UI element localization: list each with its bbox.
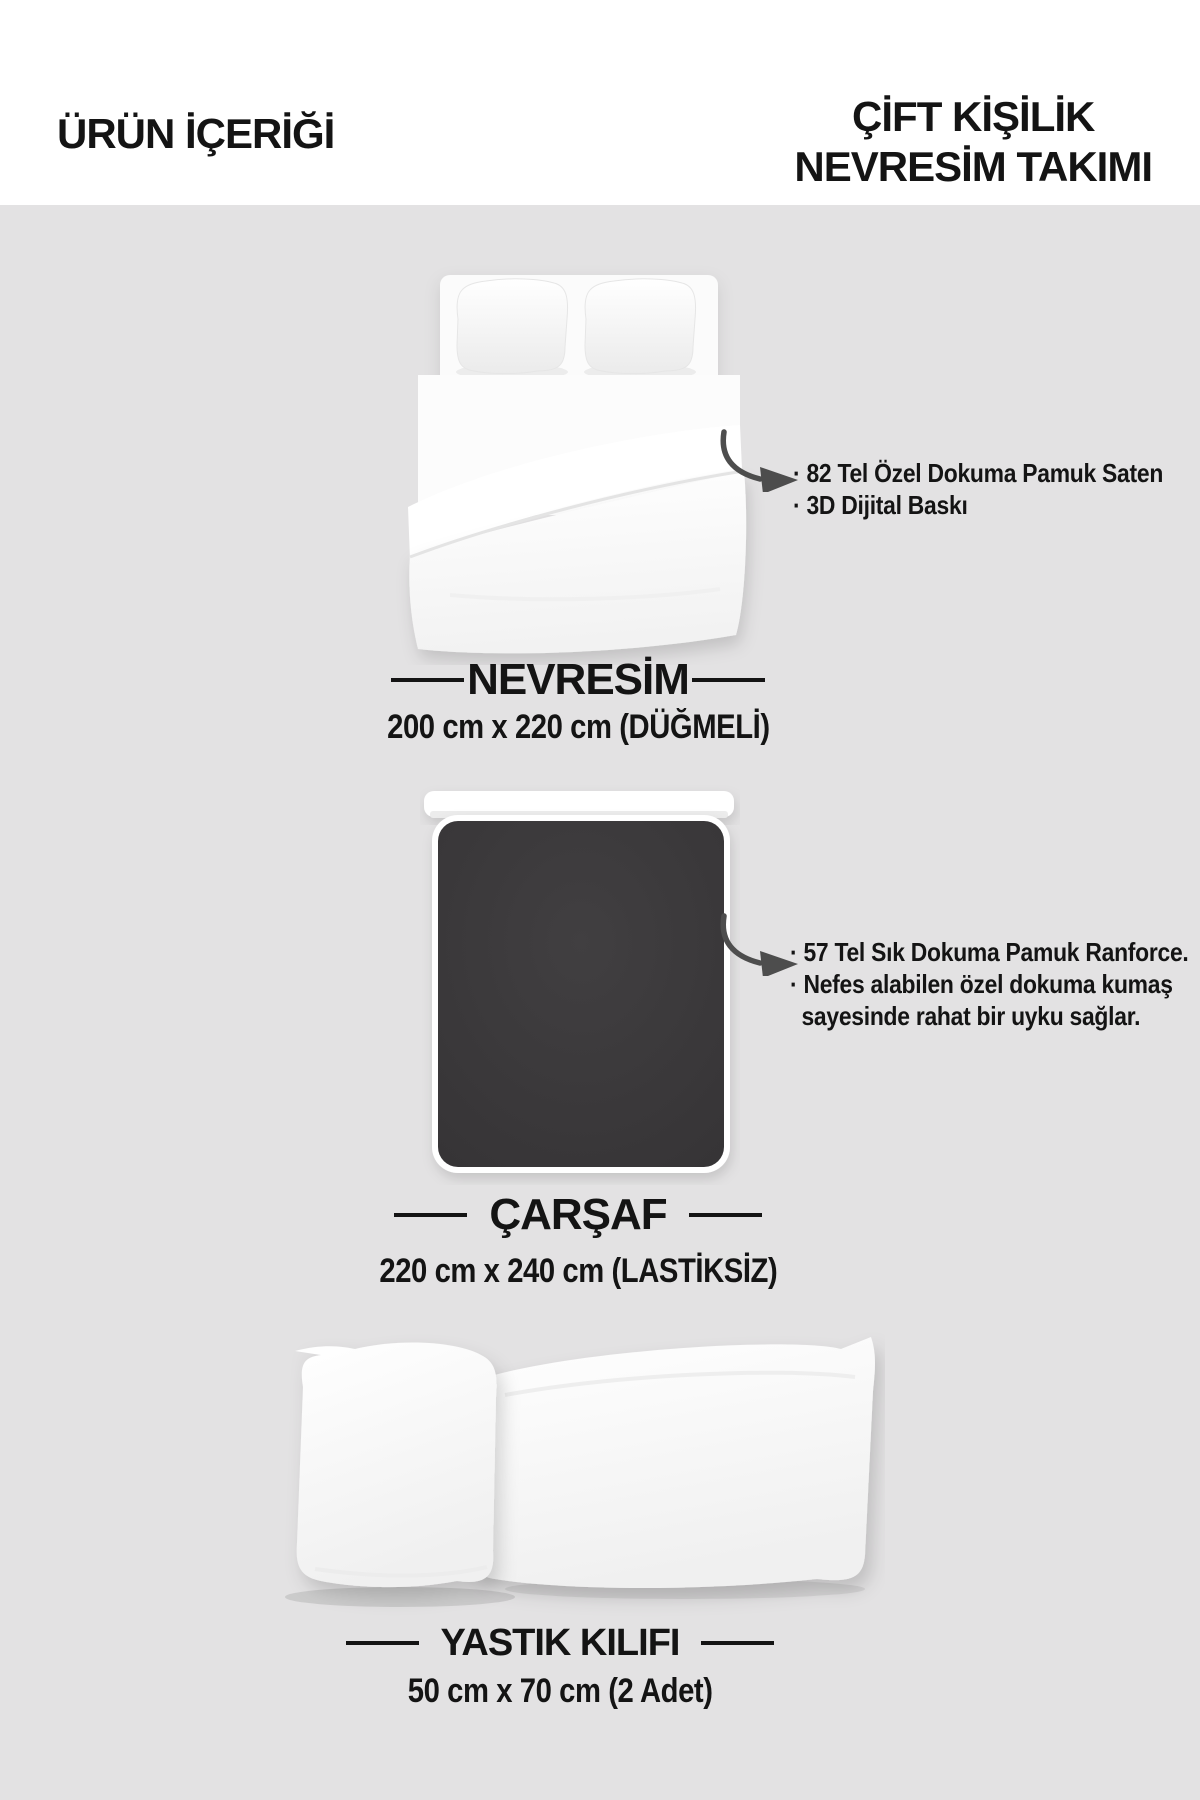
dark-sheet <box>438 821 724 1167</box>
yastik-heading <box>0 1618 1120 1668</box>
pillow-left <box>295 1342 497 1587</box>
product-type-title-line1: ÇİFT KİŞİLİK <box>852 93 1095 140</box>
heading-rule-left <box>346 1641 419 1645</box>
heading-rule-left <box>394 1213 467 1217</box>
bed-pillow-right <box>585 279 696 374</box>
pillow-pair-illustration <box>255 1325 885 1625</box>
heading-rule-right <box>689 1213 762 1217</box>
carsaf-notes <box>790 936 1189 1032</box>
page-title: ÜRÜN İÇERİĞİ <box>57 110 335 157</box>
note-line: · 3D Dijital Baskı <box>793 490 968 520</box>
heading-rule-left <box>391 678 464 682</box>
carsaf-size <box>0 1252 1156 1291</box>
product-type-title-line2: NEVRESİM TAKIMI <box>794 143 1152 190</box>
curved-arrow-icon <box>712 428 802 492</box>
size-text: 200 cm x 220 cm (DÜĞMELİ) <box>386 708 770 746</box>
yastik-size <box>0 1672 1120 1711</box>
flat-sheet-illustration <box>420 785 740 1185</box>
nevresim-heading <box>0 655 1156 705</box>
size-text: 220 cm x 240 cm (LASTİKSİZ) <box>379 1252 777 1290</box>
section-title-yastik: YASTIK KILIFI <box>440 1621 680 1664</box>
carsaf-heading <box>0 1190 1156 1240</box>
note-line: · Nefes alabilen özel dokuma kumaş <box>790 969 1173 999</box>
nevresim-size <box>0 708 1156 747</box>
bed-pillow-left <box>457 279 568 374</box>
section-title-nevresim: NEVRESİM <box>467 655 689 704</box>
note-line-continuation: sayesinde rahat bir uyku sağlar. <box>801 1001 1141 1031</box>
product-type-title <box>794 92 1152 192</box>
heading-rule-right <box>701 1641 774 1645</box>
nevresim-notes <box>793 457 1163 521</box>
duvet-bed-illustration <box>320 225 780 665</box>
curved-arrow-icon <box>712 912 802 976</box>
note-line: · 82 Tel Özel Dokuma Pamuk Saten <box>793 458 1164 488</box>
note-line: · 57 Tel Sık Dokuma Pamuk Ranforce. <box>790 937 1189 967</box>
section-title-carsaf: ÇARŞAF <box>489 1190 667 1239</box>
heading-rule-right <box>692 678 765 682</box>
size-text: 50 cm x 70 cm (2 Adet) <box>407 1672 713 1710</box>
